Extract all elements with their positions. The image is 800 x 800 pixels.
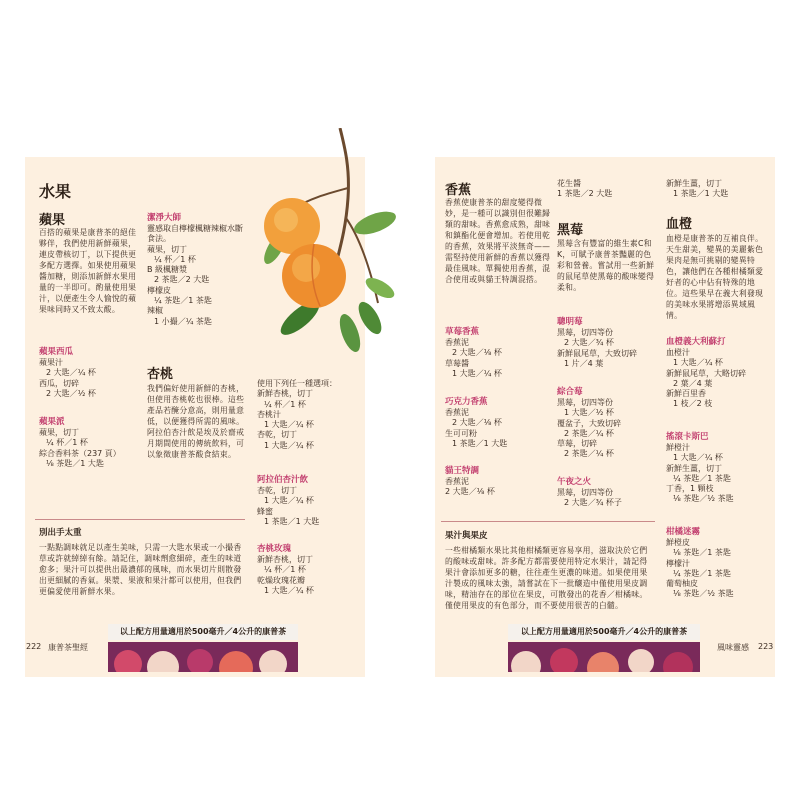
strawberry-banana-heading: 草莓香蕉	[445, 327, 480, 337]
juice-peel-heading: 果汁與果皮	[445, 531, 488, 541]
blackberry-text: 黑莓含有豐富的維生素C和K，可賦予康普茶豔麗的色彩和營養。嘗試用一些新鮮的鼠尾草使黑莓的酸味變得柔和。	[557, 239, 655, 292]
recipe-line: 2 大匙／¾ 杯	[564, 338, 614, 348]
recipe-line: 葡萄柚皮	[666, 579, 698, 589]
recipe-line: 2 大匙／½ 杯	[46, 388, 96, 398]
recipe-line: 綜合香料茶（237 頁）	[39, 448, 121, 458]
recipe-line: ⅛ 茶匙／1 茶匙	[673, 548, 731, 558]
shake-caribbean-list	[666, 443, 734, 505]
recipe-line: 新鮮杏桃，切丁	[257, 389, 313, 399]
blood-orange-martini-heading: 血橙義大利蘇打	[666, 337, 726, 347]
recipe-line: 2 大匙／⅛ 杯	[445, 487, 495, 497]
strawberry-banana-list	[445, 338, 502, 379]
dont-overdo-text: 一點點調味就足以產生美味，只需一大匙水果或一小撮香草或許就綽綽有餘。請記住，調味劑愈細碎，產生的味道愈多；果汁可以提供出最濃郁的風味，而水果切片則散發出更細膩的香氣。果漿、果液和果汁都可以使用，但我們更偏愛使用新鮮水果。	[39, 543, 242, 596]
blood-orange-heading: 血橙	[666, 217, 693, 232]
recipe-line: ¼ 杯／1 杯	[46, 438, 88, 448]
mixed-berry-list	[557, 398, 621, 460]
recipe-line: 1 枝／2 枝	[673, 399, 713, 409]
banana-text: 香蕉使康普茶的甜度變得微妙，是一種可以識別但很難歸類的甜味。香蕉愈成熟，甜味和鎮酯化便會增加。若使用乾的香蕉，效果將平淡無奇——需堅持使用新鮮的香蕉以獲得最佳風味。單獨使用香蕉，混合使用或與貓王特調混搭。	[445, 198, 551, 284]
recipe-line: 蜂蜜	[257, 506, 273, 516]
recipe-line: 1 茶匙／2 大匙	[557, 189, 613, 199]
recipe-line: 杏桃汁	[257, 409, 281, 419]
recipe-line: 1 茶匙／1 大匙	[673, 189, 729, 199]
blood-orange-text: 血橙是康普茶的互補良伴。天生甜美，變異的美麗紫色果肉是無可挑剔的變異特色，讓他們在各種柑橘類愛好者的心中佔有特殊的地位。這些果早在義大利發現的美味水果將增添異域風情。	[666, 234, 764, 320]
recipe-line: 檸檬皮	[147, 285, 171, 295]
section-divider	[35, 519, 245, 520]
recipe-line: 草莓醬	[445, 358, 469, 368]
recipe-line: 黑莓，切四等份	[557, 328, 613, 337]
shake-caribbean-heading: 搖滾卡斯巴	[666, 432, 709, 442]
recipe-line: 1 大匙／¼ 杯	[673, 453, 723, 463]
recipe-line: 1 茶匙／1 大匙	[452, 438, 508, 448]
apple-watermelon-heading: 蘋果西瓜	[39, 347, 74, 357]
apple-pie-list	[39, 428, 121, 469]
arabic-apricot-list	[257, 486, 319, 527]
blackberry-mint-heading: 聰明莓	[557, 317, 583, 327]
recipe-line: 蘋果汁	[39, 358, 63, 367]
choc-banana-heading: 巧克力香蕉	[445, 397, 488, 407]
recipe-line: 1 大匙／¼ 杯	[264, 420, 314, 430]
recipe-line: 生可可粉	[445, 428, 477, 438]
apricot-illustration	[250, 128, 400, 353]
recipe-line: 2 茶匙／¼ 杯	[564, 428, 614, 438]
recipe-line: ¼ 茶匙／1 茶匙	[154, 296, 212, 306]
apple-pie-heading: 蘋果派	[39, 417, 65, 427]
right-page	[435, 157, 775, 677]
right-page-number: 223	[758, 642, 774, 651]
elvis-list	[445, 477, 495, 498]
recipe-line: 新鮮生薑，切丁	[666, 179, 722, 188]
recipe-line: 1 大匙／¼ 杯	[264, 585, 314, 595]
left-running-head: 康普茶聖經	[48, 643, 88, 652]
recipe-line: 新鮮百里香	[666, 389, 706, 399]
midnight-heading: 午夜之火	[557, 477, 592, 487]
recipe-line: 靈感取自檸檬楓糖辣椒水斷食法。	[147, 224, 243, 244]
blackberry-mint-list	[557, 328, 637, 369]
recipe-line: 香蕉泥	[445, 338, 469, 347]
recipe-line: 2 茶匙／2 大匙	[154, 275, 210, 285]
recipe-line: 蘋果，切丁	[147, 244, 187, 254]
choc-banana-list	[445, 408, 507, 449]
mixed-berry-heading: 綜合莓	[557, 387, 583, 397]
recipe-line: 杏乾，切丁	[257, 430, 297, 440]
recipe-line: 1 小撮／¼ 茶匙	[154, 316, 212, 326]
citrus-rosemary-heading: 柑橘迷霧	[666, 527, 701, 537]
apricot-rose-list	[257, 555, 314, 596]
clean-master-list	[147, 224, 247, 327]
recipe-line: 新鮮鼠尾草，大致切碎	[557, 348, 637, 358]
recipe-line: ¼ 茶匙／1 茶匙	[673, 568, 731, 578]
decorative-strip-right	[508, 642, 700, 672]
recipe-line: 鮮橙皮	[666, 538, 690, 547]
apricot-text: 我們偏好使用新鮮的杏桃，但使用杏桃乾也很棒。這些產品若醃分意高，則用量意低，以便獲得所需的風味。阿拉伯杏汁飲是埃及於齋戒月期間使用的傳統飲料，可以象徵康普茶酸食結束。	[147, 384, 245, 459]
recipe-line: 1 茶匙／1 大匙	[264, 516, 320, 526]
banana-heading: 香蕉	[445, 183, 472, 198]
recipe-line: 2 大匙／¼ 杯	[46, 368, 96, 378]
peanut-list	[557, 179, 612, 200]
recipe-line: 2 大匙／⅛ 杯	[452, 418, 502, 428]
apricot-heading: 杏桃	[147, 367, 174, 382]
midnight-list	[557, 488, 622, 509]
apricot-options-list	[257, 379, 337, 451]
apple-watermelon-list	[39, 358, 96, 399]
recipe-line: 新鮮生薑，切丁	[666, 463, 722, 473]
right-banner: 以上配方用量適用於500毫升／4公升的康普茶	[508, 624, 700, 640]
right-running-head: 風味靈感	[717, 643, 749, 652]
dont-overdo-heading: 別出手太重	[39, 528, 82, 538]
recipe-line: ⅛ 茶匙／1 大匙	[46, 458, 104, 468]
recipe-line: 1 大匙／¼ 杯	[452, 368, 502, 378]
recipe-line: 2 大匙／⅛ 杯	[452, 348, 502, 358]
recipe-line: 蘋果，切丁	[39, 428, 79, 437]
elvis-heading: 貓王特調	[445, 466, 480, 476]
recipe-line: 西瓜，切碎	[39, 378, 79, 388]
left-banner: 以上配方用量適用於500毫升／4公升的康普茶	[108, 624, 298, 640]
left-page-number: 222	[26, 642, 42, 651]
apple-heading: 蘋果	[39, 213, 66, 228]
recipe-line: 1 片／4 葉	[564, 358, 604, 368]
recipe-line: ¼ 杯／1 杯	[264, 565, 306, 575]
recipe-line: 香蕉泥	[445, 477, 469, 486]
recipe-line: B 級楓糖漿	[147, 265, 188, 275]
recipe-line: 檸檬汁	[666, 558, 690, 568]
recipe-line: 香蕉泥	[445, 408, 469, 417]
decorative-strip-left	[108, 642, 298, 672]
recipe-line: 新鮮杏桃，切丁	[257, 555, 313, 564]
recipe-line: 覆盆子，大致切碎	[557, 418, 621, 428]
recipe-line: 黑莓，切四等份	[557, 398, 613, 407]
recipe-line: 1 大匙／¼ 杯	[673, 358, 723, 368]
recipe-line: 1 大匙／¼ 杯	[264, 440, 314, 450]
clean-master-heading: 潔淨大師	[147, 213, 182, 223]
recipe-line: 2 大匙／¾ 杯子	[564, 498, 622, 508]
blackberry-heading: 黑莓	[557, 223, 584, 238]
recipe-line: ¼ 杯／1 杯	[154, 254, 196, 264]
recipe-line: ⅛ 茶匙／½ 茶匙	[673, 589, 734, 599]
recipe-line: 新鮮鼠尾草，大略切碎	[666, 368, 746, 378]
apple-text: 百搭的蘋果是康普茶的絕佳夥伴，我們使用新鮮蘋果，連皮帶核切丁，以下提供更多配方選擇。如果使用蘋果醬加糖，則添加新鮮水果用量的一半即可。酌量使用果汁，以便產生令人愉悅的蘋果味同時又不致太酸。	[39, 228, 137, 314]
top-ginger-list	[666, 179, 728, 200]
recipe-line: ⅛ 茶匙／½ 茶匙	[673, 494, 734, 504]
recipe-line: 2 葉／4 葉	[673, 378, 713, 388]
recipe-line: 1 大匙／½ 杯	[564, 408, 614, 418]
recipe-line: 辣椒	[147, 306, 163, 316]
recipe-line: 乾燥玫瑰花瓣	[257, 575, 305, 585]
citrus-rosemary-list	[666, 538, 734, 600]
apricot-rose-heading: 杏桃玫瑰	[257, 544, 292, 554]
recipe-line: 血橙汁	[666, 348, 690, 357]
recipe-line: 花生醬	[557, 179, 581, 188]
section-title: 水果	[39, 182, 72, 201]
recipe-line: ¼ 杯／1 杯	[264, 399, 306, 409]
recipe-line: 丁香，1 顆枝	[666, 484, 714, 494]
juice-peel-text: 一些柑橘類水果比其他柑橘類更容易享用，滋取決於它們的酸味或甜味。許多配方都需要使用特定水果汁，請記得果汁會添加更多的糖，往往產生更濃的味道。如果使用果汁製成的風味太強，請嘗試在下一批釀造中僅使用果皮調味，精油存在的部位在果皮，可散發出的花香／柑橘味。僅使用果皮的有色部分，而不要使用很苦的白髓。	[445, 546, 648, 610]
recipe-line: 2 茶匙／¼ 杯	[564, 449, 614, 459]
recipe-line: 使用下列任一種選項：	[257, 379, 337, 388]
arabic-apricot-heading: 阿拉伯杏汁飲	[257, 475, 309, 485]
section-divider	[441, 521, 655, 522]
recipe-line: 杏乾，切丁	[257, 486, 297, 495]
recipe-line: 鮮橙汁	[666, 443, 690, 452]
recipe-line: 草莓，切碎	[557, 439, 597, 449]
blood-orange-martini-list	[666, 348, 746, 410]
recipe-line: 1 大匙／¼ 杯	[264, 496, 314, 506]
recipe-line: ¼ 茶匙／1 茶匙	[673, 473, 731, 483]
recipe-line: 黑莓，切四等份	[557, 488, 613, 497]
